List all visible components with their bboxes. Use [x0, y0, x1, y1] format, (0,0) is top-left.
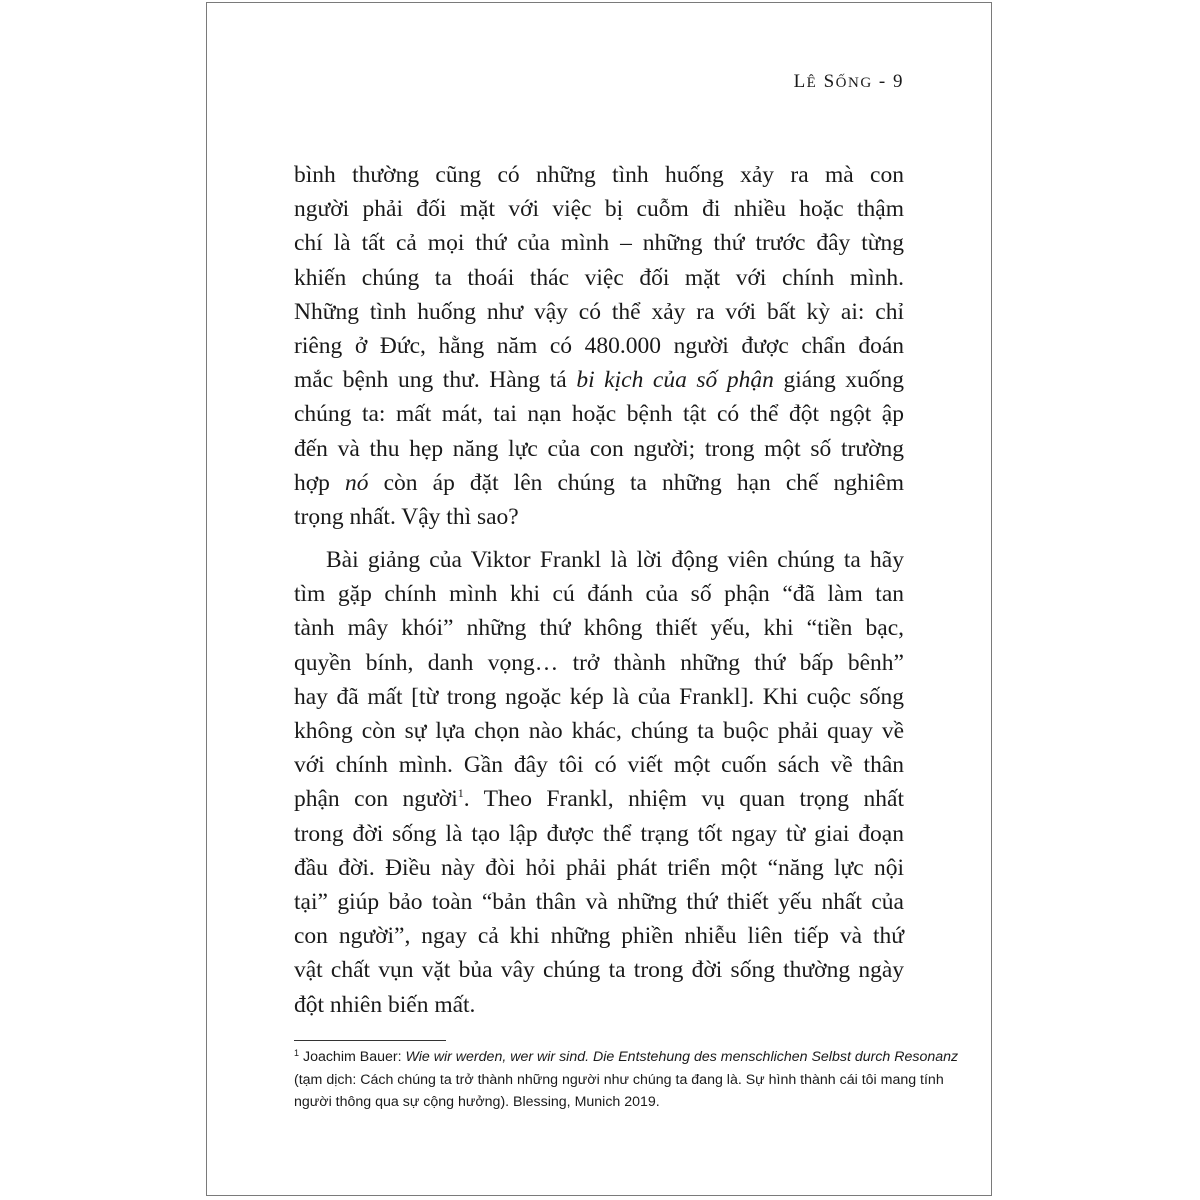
running-head-l: L: [793, 71, 807, 92]
text-line: trong đời sống là tạo lập được thể trạng tốt ngay từ giai đoạn: [294, 820, 904, 847]
text-line: Những tình huống như vậy có thể xảy ra với bất kỳ ai: chỉ: [294, 298, 904, 325]
text-line: tành mây khói” những thứ không thiết yếu, khi “tiền bạc,: [294, 615, 904, 642]
text-line: trọng nhất. Vậy thì sao?: [294, 503, 519, 530]
text-line: đột nhiên biến mất.: [294, 991, 476, 1018]
text-line: bình thường cũng có những tình huống xảy ra mà con: [294, 162, 904, 188]
text-line: mắc bệnh ung thư. Hàng tá bi kịch của số phận giáng xuống: [294, 367, 905, 394]
footnote-marker: 1: [294, 1048, 300, 1058]
footnote-line: (tạm dịch: Cách chúng ta trở thành những người như chúng ta đang là. Sự hình thành cái tôi mang tính: [294, 1071, 944, 1088]
text-line: đến và thu hẹp năng lực của con người; trong một số trường: [294, 435, 904, 462]
footnote-title: Wie wir werden, wer wir sind. Die Entstehung des menschlichen Selbst durch Resonanz: [405, 1049, 959, 1065]
text-line: quyền bính, danh vọng… trở thành những thứ bấp bênh”: [294, 649, 904, 676]
running-head: [296, 71, 904, 93]
text-line: tìm gặp chính mình khi cú đánh của số phận “đã làm tan: [294, 581, 904, 608]
text-line: vật chất vụn vặt bủa vây chúng ta trong đời sống thường ngày: [294, 957, 904, 984]
text-line: tại” giúp bảo toàn “bản thân và những thứ thiết yếu nhất của: [294, 888, 904, 915]
text-line: con người”, ngay cả khi những phiền nhiễu liên tiếp và thứ: [294, 923, 904, 950]
text-line: chí là tất cả mọi thứ của mình – những thứ trước đây từng: [294, 230, 904, 257]
italic-phrase: bi kịch của số phận: [576, 367, 774, 394]
text-line: đầu đời. Điều này đòi hỏi phải phát triển một “năng lực nội: [294, 854, 904, 881]
footnote-line: $^1$ Joachim Bauer: Wie wir werden, wer wir sind. Die Entstehung des menschlichen Selbst durch Resonanz: [294, 1048, 959, 1065]
text-line: riêng ở Đức, hằng năm có 480.000 người được chẩn đoán: [294, 332, 904, 359]
paragraph-2: [294, 543, 904, 1022]
body-text: [294, 158, 904, 1022]
text-line: khiến chúng ta thoái thác việc đối mặt với chính mình.: [294, 264, 904, 291]
text-line: phận con người$^1$. Theo Frankl, nhiệm vụ quan trọng nhất: [294, 786, 904, 813]
running-head-e: Ê: [806, 75, 818, 91]
paragraph-1: [294, 158, 904, 534]
paragraph-gap: [294, 534, 904, 543]
text-line: với chính mình. Gần đây tôi có viết một cuốn sách về thân: [294, 752, 904, 779]
page-number: 9: [893, 71, 904, 92]
footnote: [294, 1046, 959, 1114]
text-line: Bài giảng của Viktor Frankl là lời động viên chúng ta hãy: [326, 547, 904, 574]
footnote-ref[interactable]: 1: [457, 786, 464, 801]
running-head-separator: -: [878, 71, 887, 92]
running-head-s: S: [823, 71, 836, 92]
text-line: không còn sự lựa chọn nào khác, chúng ta buộc phải quay về: [294, 718, 904, 744]
footnote-rule: [294, 1040, 446, 1041]
text-line: hợp nó còn áp đặt lên chúng ta những hạn chế nghiêm: [294, 469, 905, 496]
text-line: người phải đối mặt với việc bị cuỗm đi nhiều hoặc thậm: [294, 196, 904, 223]
italic-word: nó: [345, 469, 369, 496]
running-head-ong: ỐNG: [835, 75, 873, 91]
footnote-line: người thông qua sự cộng hưởng). Blessing, Munich 2019.: [294, 1094, 660, 1110]
text-line: chúng ta: mất mát, tai nạn hoặc bệnh tật có thể đột ngột ập: [294, 401, 904, 428]
text-line: hay đã mất [từ trong ngoặc kép là của Frankl]. Khi cuộc sống: [294, 683, 904, 710]
